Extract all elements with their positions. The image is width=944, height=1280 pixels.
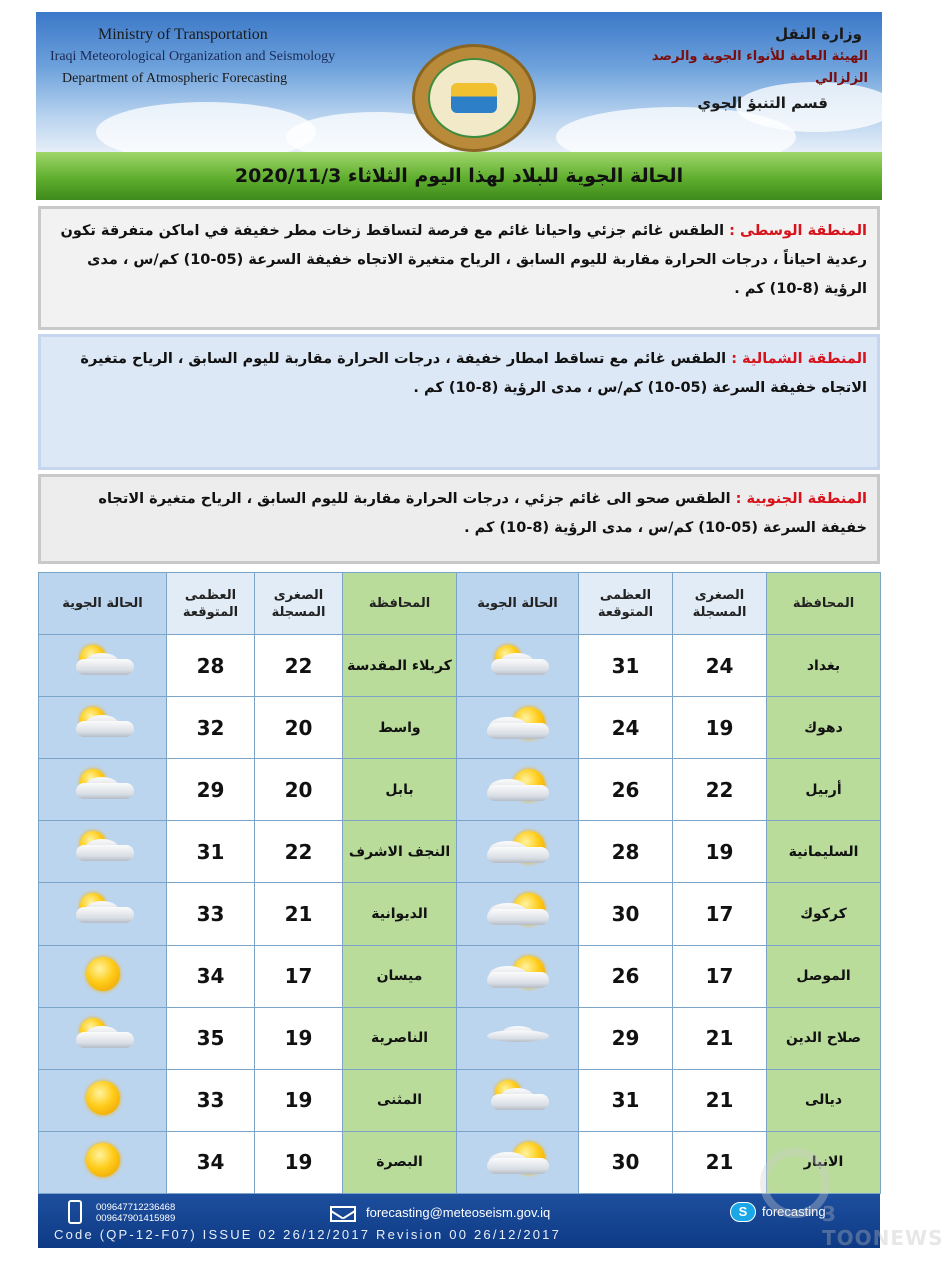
partly-cloudy-icon xyxy=(70,831,136,867)
table-row xyxy=(39,883,881,945)
max-temp: 31 xyxy=(579,635,673,697)
table-header-row xyxy=(39,573,881,635)
min-temp: 19 xyxy=(673,697,767,759)
region-label: المنطقة الجنوبية : xyxy=(735,491,867,507)
ministry-name-en: Ministry of Transportation xyxy=(98,26,268,43)
min-temp: 22 xyxy=(255,821,343,883)
cloudy-sun-icon xyxy=(485,956,551,992)
phone-icon xyxy=(68,1200,82,1224)
max-temp: 28 xyxy=(579,821,673,883)
header-banner xyxy=(36,12,882,152)
table-row xyxy=(39,821,881,883)
bulletin-title: الحالة الجوية للبلاد لهذا اليوم الثلاثاء 2020/11/3 xyxy=(234,165,684,187)
max-temp: 28 xyxy=(167,635,255,697)
region-text: الطقس غائم مع تساقط امطار خفيفة ، درجات الحرارة مقاربة لليوم السابق ، الرياح متغيرة الاتجاه خفيفة السرعة (05-10) كم/س ، مدى الرؤية (8-10) كم . xyxy=(80,351,867,396)
min-temp: 19 xyxy=(255,1007,343,1069)
table-row xyxy=(39,1069,881,1131)
weather-cell xyxy=(457,945,579,1007)
max-temp: 35 xyxy=(167,1007,255,1069)
governorate-name: أربيل xyxy=(767,759,881,821)
max-temp: 34 xyxy=(167,945,255,1007)
region-south xyxy=(38,474,880,564)
min-temp: 24 xyxy=(673,635,767,697)
table-row xyxy=(39,759,881,821)
governorate-name: ميسان xyxy=(343,945,457,1007)
weather-cell xyxy=(39,821,167,883)
max-temp: 24 xyxy=(579,697,673,759)
min-temp: 22 xyxy=(255,635,343,697)
region-north xyxy=(38,334,880,470)
governorate-name: النجف الاشرف xyxy=(343,821,457,883)
min-temp: 19 xyxy=(255,1131,343,1193)
weather-cell xyxy=(39,945,167,1007)
min-temp: 20 xyxy=(255,759,343,821)
max-temp: 33 xyxy=(167,1069,255,1131)
min-temp: 21 xyxy=(673,1131,767,1193)
max-temp: 26 xyxy=(579,945,673,1007)
governorate-name: الديوانية xyxy=(343,883,457,945)
document-code: Code (QP-12-F07) ISSUE 02 26/12/2017 Revision 00 26/12/2017 xyxy=(54,1227,562,1242)
partly-cloudy-icon xyxy=(485,645,551,681)
partly-cloudy-icon xyxy=(70,1018,136,1054)
max-temp: 30 xyxy=(579,883,673,945)
col-max-temp: العظمى المتوقعة xyxy=(167,573,255,635)
email-address: forecasting@meteoseism.gov.iq xyxy=(366,1205,551,1220)
table-row xyxy=(39,945,881,1007)
cloudy-sun-icon xyxy=(485,769,551,805)
governorate-name: البصرة xyxy=(343,1131,457,1193)
max-temp: 30 xyxy=(579,1131,673,1193)
col-weather: الحالة الجوية xyxy=(457,573,579,635)
min-temp: 19 xyxy=(673,821,767,883)
weather-cell xyxy=(39,759,167,821)
weather-cell xyxy=(39,1131,167,1193)
min-temp: 21 xyxy=(673,1069,767,1131)
governorate-name: ديالى xyxy=(767,1069,881,1131)
col-min-temp: الصغرى المسجلة xyxy=(673,573,767,635)
table-row xyxy=(39,1131,881,1193)
col-max-temp: العظمى المتوقعة xyxy=(579,573,673,635)
min-temp: 21 xyxy=(255,883,343,945)
min-temp: 20 xyxy=(255,697,343,759)
envelope-icon xyxy=(330,1206,356,1222)
min-temp: 17 xyxy=(255,945,343,1007)
forecast-bulletin xyxy=(36,12,882,1248)
skype-icon: S xyxy=(730,1202,756,1222)
department-name-ar: قسم التنبؤ الجوي xyxy=(697,94,828,112)
min-temp: 17 xyxy=(673,945,767,1007)
watermark-text: 3 TOONEWS xyxy=(822,1202,944,1250)
english-agency-name xyxy=(50,24,350,90)
col-weather: الحالة الجوية xyxy=(39,573,167,635)
partly-cloudy-icon xyxy=(70,769,136,805)
min-temp: 19 xyxy=(255,1069,343,1131)
governorates-table xyxy=(38,572,880,1194)
sunny-icon xyxy=(70,1080,136,1116)
organization-logo xyxy=(412,44,536,152)
governorate-name: الانبار xyxy=(767,1131,881,1193)
table-row xyxy=(39,1007,881,1069)
bulletin-title-bar xyxy=(36,152,882,200)
weather-cell xyxy=(457,1007,579,1069)
partly-cloudy-icon xyxy=(70,893,136,929)
organization-name-en: Iraqi Meteorological Organization and Seismology xyxy=(50,49,336,64)
cloudy-sun-icon xyxy=(485,707,551,743)
weather-cell xyxy=(39,1069,167,1131)
governorate-name: دهوك xyxy=(767,697,881,759)
ministry-name-ar: وزارة النقل xyxy=(775,25,862,43)
region-label: المنطقة الوسطى : xyxy=(729,223,867,239)
partly-cloudy-icon xyxy=(70,645,136,681)
region-label: المنطقة الشمالية : xyxy=(731,351,867,367)
max-temp: 34 xyxy=(167,1131,255,1193)
phone-number: 009647712236468 xyxy=(96,1202,176,1213)
phone-numbers xyxy=(96,1202,175,1224)
skype-handle: forecasting xyxy=(762,1204,826,1219)
weather-cell xyxy=(39,635,167,697)
phone-number: 009647901415989 xyxy=(96,1213,176,1224)
governorate-name: المثنى xyxy=(343,1069,457,1131)
max-temp: 32 xyxy=(167,697,255,759)
arabic-agency-name xyxy=(618,22,868,116)
weather-cell xyxy=(39,1007,167,1069)
weather-cell xyxy=(457,1069,579,1131)
overcast-icon xyxy=(485,1018,551,1054)
governorate-name: بغداد xyxy=(767,635,881,697)
partly-cloudy-icon xyxy=(70,707,136,743)
min-temp: 21 xyxy=(673,1007,767,1069)
organization-name-ar: الهيئة العامة للأنواء الجوية والرصد الزلزالي xyxy=(651,49,868,86)
max-temp: 31 xyxy=(167,821,255,883)
min-temp: 17 xyxy=(673,883,767,945)
governorate-name: واسط xyxy=(343,697,457,759)
region-central xyxy=(38,206,880,330)
weather-cell xyxy=(39,883,167,945)
min-temp: 22 xyxy=(673,759,767,821)
cloudy-sun-icon xyxy=(485,831,551,867)
governorate-name: الناصرية xyxy=(343,1007,457,1069)
governorate-name: صلاح الدين xyxy=(767,1007,881,1069)
col-min-temp: الصغرى المسجلة xyxy=(255,573,343,635)
watermark-logo xyxy=(760,1148,944,1250)
table-row xyxy=(39,697,881,759)
weather-cell xyxy=(457,635,579,697)
governorate-name: كركوك xyxy=(767,883,881,945)
partly-cloudy-icon xyxy=(485,1080,551,1116)
max-temp: 33 xyxy=(167,883,255,945)
max-temp: 31 xyxy=(579,1069,673,1131)
max-temp: 29 xyxy=(579,1007,673,1069)
weather-cell xyxy=(457,821,579,883)
governorate-name: الموصل xyxy=(767,945,881,1007)
weather-cell xyxy=(39,697,167,759)
weather-cell xyxy=(457,1131,579,1193)
col-governorate: المحافظة xyxy=(767,573,881,635)
weather-cell xyxy=(457,697,579,759)
governorate-name: كربلاء المقدسة xyxy=(343,635,457,697)
region-text: الطقس غائم جزئي واحيانا غائم مع فرصة لتساقط زخات مطر خفيفة في اماكن متفرقة تكون رعدية احياناً ، درجات الحرارة مقاربة لليوم السابق ، الرياح متغيرة الاتجاه خفيفة السرعة (05-10) كم/س ، مدى الرؤية (8-10) كم . xyxy=(60,223,867,297)
governorate-name: السليمانية xyxy=(767,821,881,883)
sunny-icon xyxy=(70,956,136,992)
table-row xyxy=(39,635,881,697)
cloudy-sun-icon xyxy=(485,893,551,929)
footer-bar xyxy=(38,1194,880,1248)
max-temp: 29 xyxy=(167,759,255,821)
region-text: الطقس صحو الى غائم جزئي ، درجات الحرارة مقاربة لليوم السابق ، الرياح متغيرة الاتجاه خفيفة السرعة (05-10) كم/س ، مدى الرؤية (8-10) كم . xyxy=(98,491,867,536)
col-governorate: المحافظة xyxy=(343,573,457,635)
weather-cell xyxy=(457,759,579,821)
weather-cell xyxy=(457,883,579,945)
department-name-en: Department of Atmospheric Forecasting xyxy=(62,71,288,86)
governorate-name: بابل xyxy=(343,759,457,821)
sunny-icon xyxy=(70,1142,136,1178)
max-temp: 26 xyxy=(579,759,673,821)
cloudy-sun-icon xyxy=(485,1142,551,1178)
